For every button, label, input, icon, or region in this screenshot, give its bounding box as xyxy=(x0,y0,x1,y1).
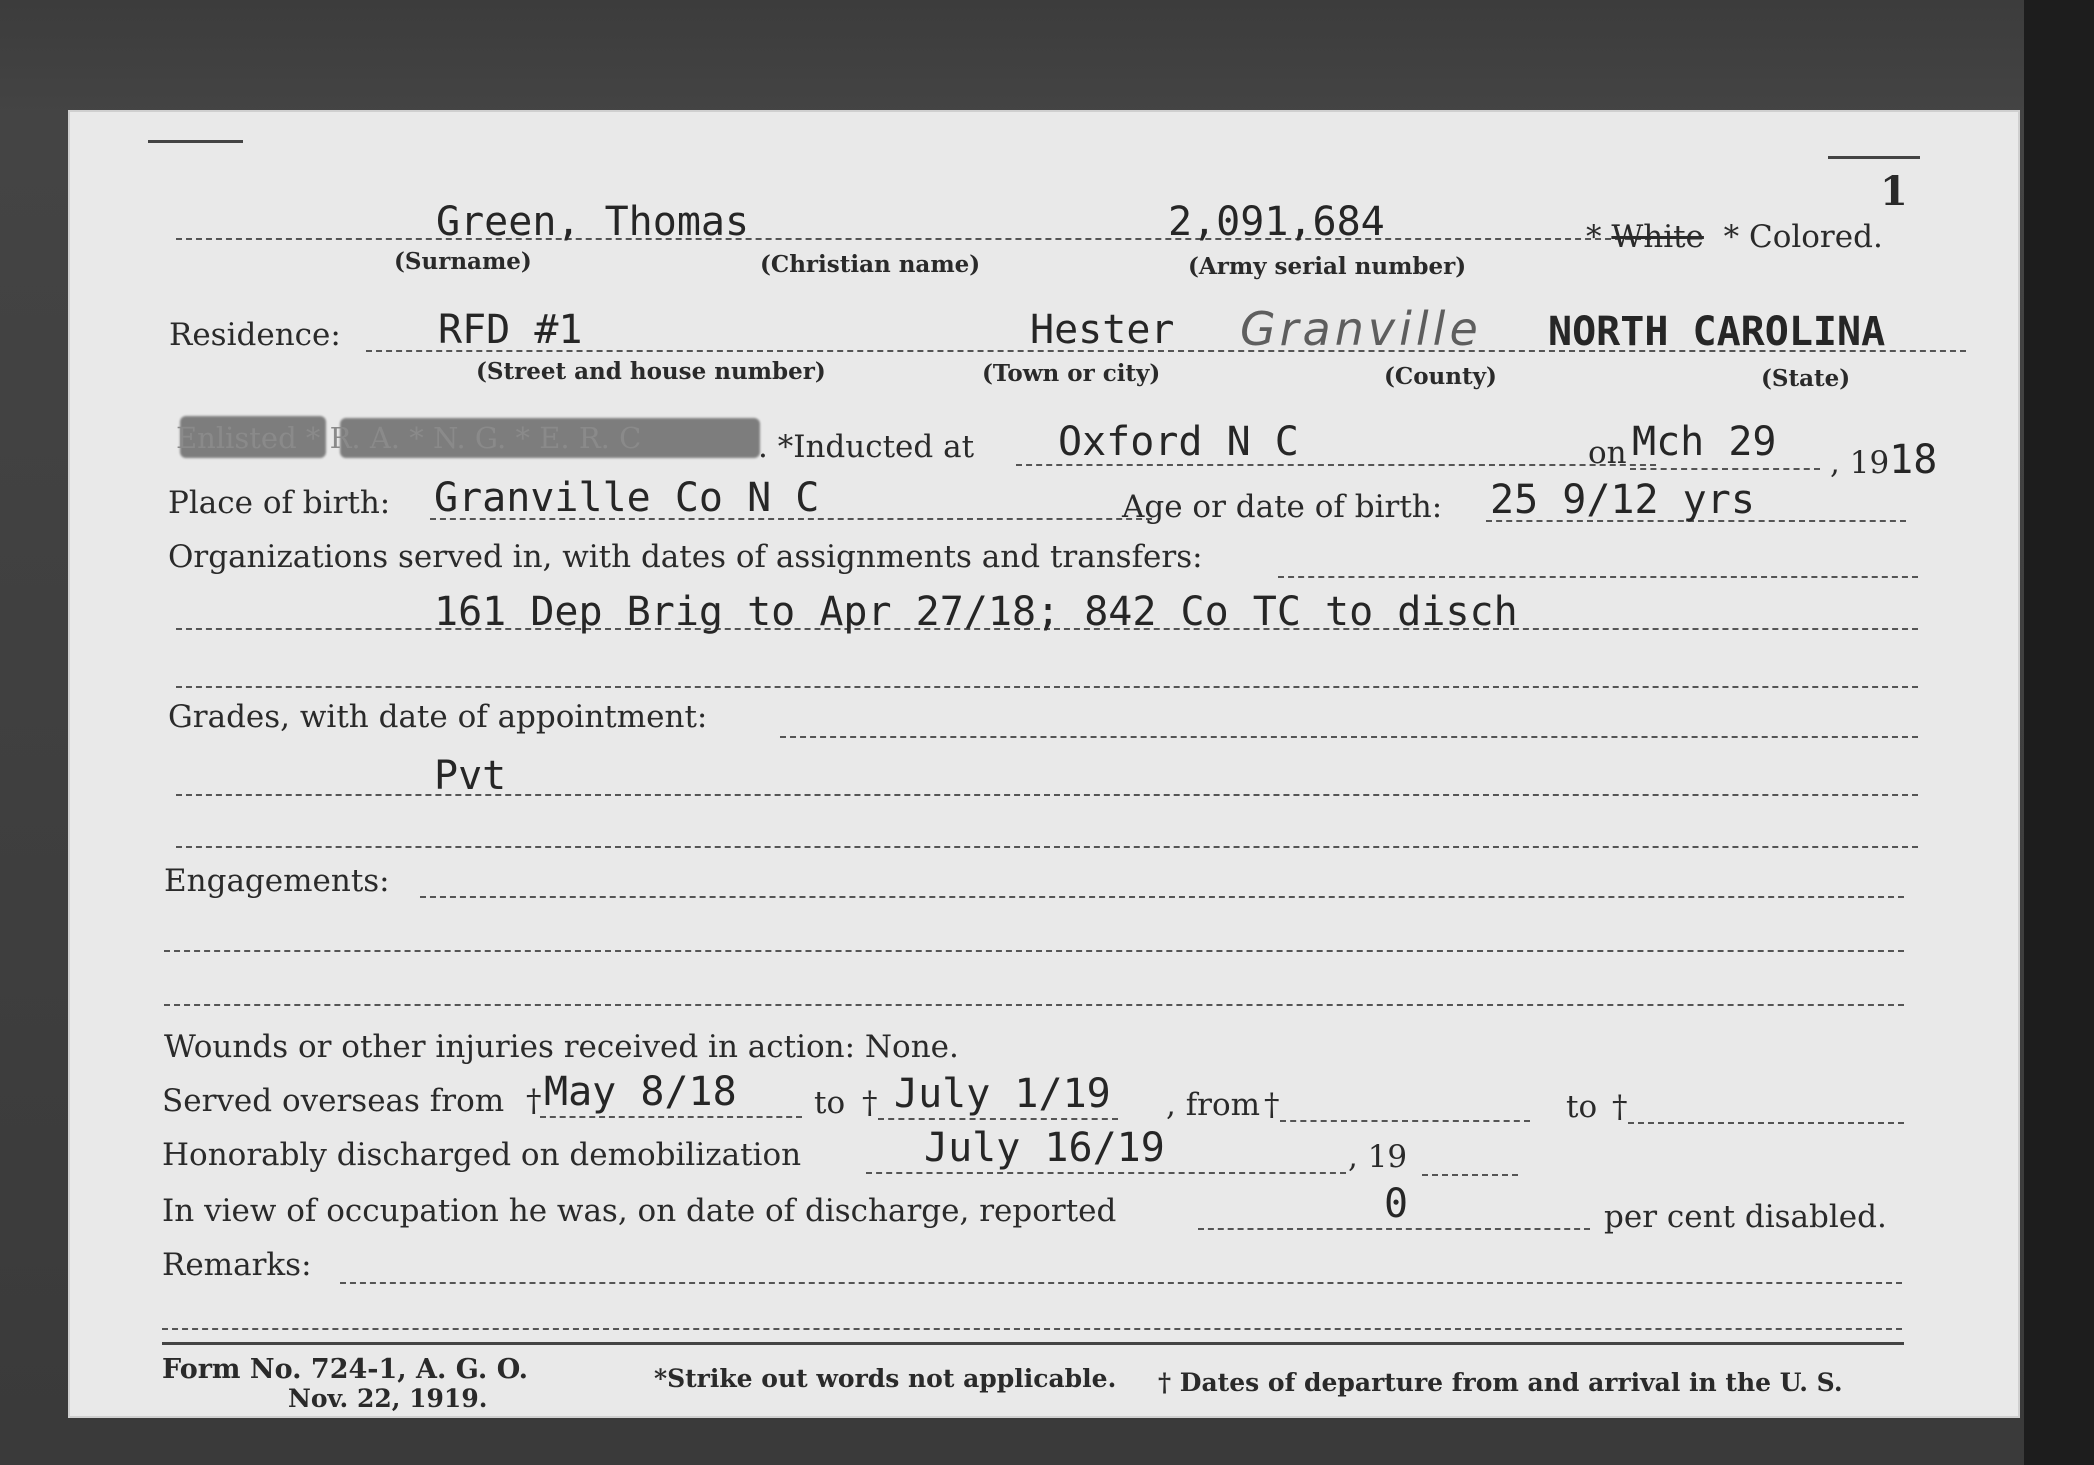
state-label: (State) xyxy=(1761,365,1851,392)
top-right-rule xyxy=(1828,156,1920,159)
top-left-rule xyxy=(148,140,243,143)
name-line xyxy=(176,238,1651,240)
residence-county-handwritten: Granville xyxy=(1240,302,1482,356)
grades-line-0 xyxy=(780,736,1918,738)
place-of-birth: Granville Co N C xyxy=(434,475,820,521)
disability-suffix: per cent disabled. xyxy=(1604,1199,1887,1235)
organizations-line-2 xyxy=(176,686,1918,688)
engagements-line-1 xyxy=(164,950,1904,952)
grades-line-2 xyxy=(176,846,1918,848)
place-of-birth-label: Place of birth: xyxy=(168,485,391,521)
discharge-label: Honorably discharged on demobilization xyxy=(162,1137,802,1173)
overseas-to-label: to xyxy=(814,1085,846,1121)
organizations-label: Organizations served in, with dates of assignments and transfers: xyxy=(168,539,1203,575)
disability-label: In view of occupation he was, on date of discharge, reported xyxy=(162,1193,1117,1229)
strike-note: *Strike out words not applicable. xyxy=(654,1364,1117,1393)
inducted-label: . *Inducted at xyxy=(758,429,975,465)
residence-town: Hester xyxy=(1030,307,1175,353)
inducted-place: Oxford N C xyxy=(1058,419,1299,465)
form-date: Nov. 22, 1919. xyxy=(288,1384,488,1413)
serial-label: (Army serial number) xyxy=(1188,253,1467,280)
disability-value: 0 xyxy=(1384,1181,1409,1227)
overseas-from-line xyxy=(540,1116,802,1118)
service-record-card: 1 Green, Thomas 2,091,684 * White * Colored. (Surname) (Christian name) (Army serial number) Residence: RFD #1 Hester Granville NORTH CAROLINA (Street and house number) (Town or city) (County) (State) Enlisted * R. A. * N. G. * E. R. C . *Inducted at Oxford N C on Mch 29 , 1918 Place of birth: Granville Co N C Age or date of birth: 25 9/12 yrs Organizations served in, with dates of assignments and transfers: 161 Dep Brig to Apr 27/18; 842 Co TC to disch Grades, with date of appointment: Pvt Engagements: Wounds or other injuries received in action: None. Served overseas from † May 8/18 to † July 1/19 , from † to † Honorably discharged on demobilization July 16/19 , 19 In view of occupation he was, on date of discharge, reported 0 per cent disabled. Remarks: Form No. 724-1, A. G. O. Nov. 22, 1919. *Strike out words not applicable. † Dates of departure from and arrival in the U. S. xyxy=(68,110,2020,1418)
county-label: (County) xyxy=(1384,363,1497,390)
engagements-line-2 xyxy=(164,1004,1904,1006)
overseas-dagger-2: † xyxy=(862,1085,878,1121)
overseas-dagger-1: † xyxy=(526,1083,542,1119)
grades-entry: Pvt xyxy=(434,753,507,799)
discharge-year-label: , 19 xyxy=(1348,1139,1408,1175)
overseas-from-line-2 xyxy=(1280,1120,1530,1122)
christian-name-label: (Christian name) xyxy=(760,251,981,278)
residence-state: NORTH CAROLINA xyxy=(1548,309,1886,355)
race-white-struck: White xyxy=(1611,219,1704,255)
remarks-line-0 xyxy=(340,1282,1902,1284)
grades-label: Grades, with date of appointment: xyxy=(168,699,708,735)
residence-label: Residence: xyxy=(169,317,341,353)
engagements-line-0 xyxy=(420,896,1904,898)
form-number: Form No. 724-1, A. G. O. xyxy=(162,1354,529,1385)
street-label: (Street and house number) xyxy=(476,358,826,385)
organizations-line-0 xyxy=(1278,576,1918,578)
induction-date: Mch 29 xyxy=(1632,419,1777,465)
overseas-label: Served overseas from xyxy=(162,1083,505,1119)
overseas-to-line xyxy=(878,1118,1118,1120)
organizations-entry: 161 Dep Brig to Apr 27/18; 842 Co TC to disch xyxy=(434,589,1518,635)
overseas-to-line-2 xyxy=(1628,1122,1904,1124)
scanner-edge xyxy=(2024,0,2094,1465)
induction-year-suffix: 18 xyxy=(1889,437,1938,483)
overseas-to-label-2: to xyxy=(1566,1089,1598,1125)
induction-date-line xyxy=(1630,468,1820,470)
card-number: 1 xyxy=(1880,168,1908,215)
disability-line xyxy=(1198,1228,1590,1230)
overseas-from-label-2: , from xyxy=(1166,1087,1261,1123)
age-label: Age or date of birth: xyxy=(1122,489,1443,525)
induction-year-prefix: 19 xyxy=(1849,445,1890,481)
overseas-dagger-4: † xyxy=(1612,1089,1628,1125)
name-value: Green, Thomas xyxy=(436,199,750,245)
wounds-text: Wounds or other injuries received in action: None. xyxy=(164,1029,959,1065)
remarks-line-1 xyxy=(162,1328,1902,1330)
enlistment-struck-options: Enlisted * R. A. * N. G. * E. R. C xyxy=(176,421,642,455)
serial-value: 2,091,684 xyxy=(1168,199,1385,245)
engagements-label: Engagements: xyxy=(164,863,390,899)
town-label: (Town or city) xyxy=(982,360,1161,387)
discharge-date: July 16/19 xyxy=(924,1125,1165,1171)
overseas-dagger-3: † xyxy=(1264,1087,1280,1123)
surname-label: (Surname) xyxy=(394,248,532,275)
overseas-to-date: July 1/19 xyxy=(894,1071,1111,1117)
discharge-year-line xyxy=(1422,1174,1518,1176)
footer-rule xyxy=(162,1342,1904,1345)
race-colored: Colored. xyxy=(1748,219,1883,255)
remarks-label: Remarks: xyxy=(162,1247,312,1283)
residence-street: RFD #1 xyxy=(438,307,583,353)
discharge-line xyxy=(866,1172,1346,1174)
overseas-from-date: May 8/18 xyxy=(544,1069,737,1115)
on-label: on xyxy=(1588,435,1627,471)
age-value: 25 9/12 yrs xyxy=(1490,477,1755,523)
dates-note: † Dates of departure from and arrival in the U. S. xyxy=(1158,1368,1843,1397)
